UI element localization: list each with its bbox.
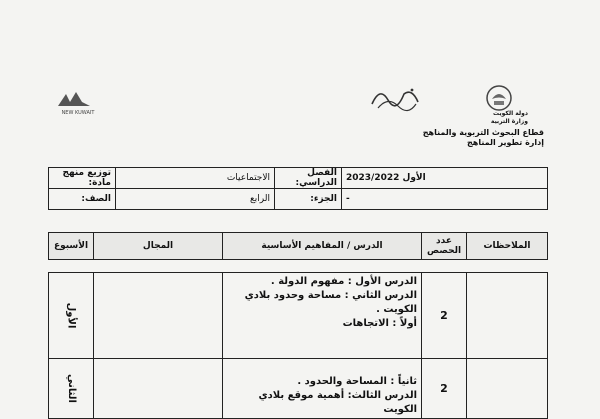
week-cell: الثاني: [49, 359, 94, 419]
grade-value: الرابع: [116, 189, 275, 210]
table-row: [49, 273, 548, 359]
schedule-table: [48, 272, 548, 419]
new-kuwait-logo-text: NEW KUWAIT: [61, 110, 95, 116]
part-value: -: [342, 189, 548, 210]
ministry-name: دولة الكويت وزارة التربية: [490, 110, 528, 125]
info-table: [48, 167, 548, 210]
field-cell: [94, 273, 223, 359]
kuwait-emblem-icon: [484, 84, 514, 112]
column-notes: الملاحظات: [467, 233, 548, 260]
semester-value: الأول 2023/2022: [342, 168, 548, 189]
department-heading: قطاع البحوث التربوية والمناهج إدارة تطوير المناهج: [422, 128, 544, 147]
field-cell: [94, 359, 223, 419]
lesson-cell: ثانياً : المساحة والحدود . الدرس الثالث: أهمية موقع بلادي الكويت: [223, 359, 422, 419]
semester-label: الفصل الدراسي:: [275, 168, 342, 189]
grade-label: الصف:: [49, 189, 116, 210]
table-row: [49, 359, 548, 419]
part-label: الجزء:: [275, 189, 342, 210]
lesson-cell: الدرس الأول : مفهوم الدولة . الدرس الثاني : مساحة وحدود بلادي الكويت . أولاً : الاتجاهات: [223, 273, 422, 359]
column-field: المجال: [94, 233, 223, 260]
count-cell: 2: [422, 359, 467, 419]
new-kuwait-logo-icon: [56, 90, 92, 108]
calligraphy-logo-icon: [368, 82, 422, 112]
notes-cell: [467, 359, 548, 419]
notes-cell: [467, 273, 548, 359]
subject-value: الاجتماعيات: [116, 168, 275, 189]
column-lesson: الدرس / المفاهيم الأساسية: [223, 233, 422, 260]
count-cell: 2: [422, 273, 467, 359]
subject-label: توزيع منهج مادة:: [49, 168, 116, 189]
header-row: [48, 232, 548, 260]
week-cell: الأول: [49, 273, 94, 359]
column-week: الأسبوع: [49, 233, 94, 260]
column-count: عدد الحصص: [422, 233, 467, 260]
